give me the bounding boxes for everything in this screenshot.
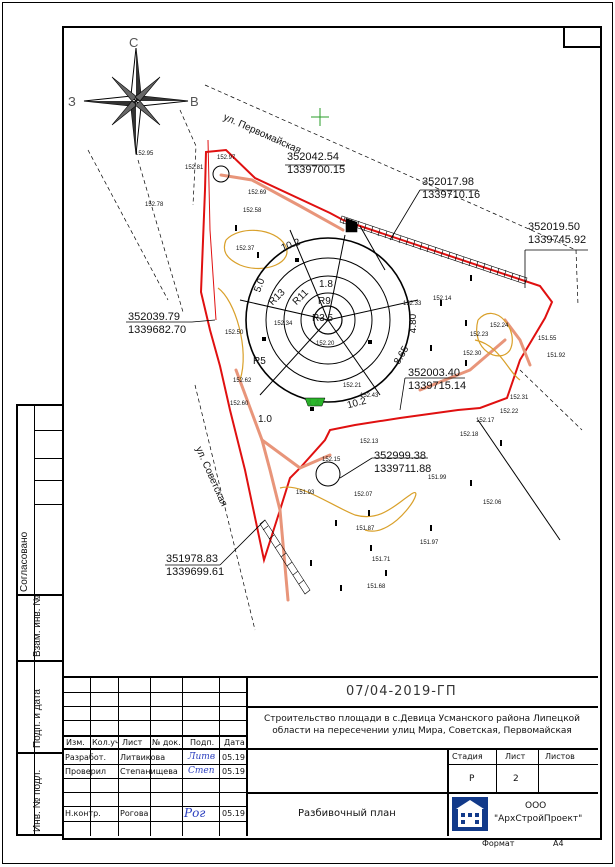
elevation-label: 151.99: [428, 475, 447, 481]
header-kol: Кол.уч: [92, 738, 120, 747]
radius-label: R11: [290, 287, 311, 308]
elevation-label: 152.33: [403, 301, 422, 307]
street-label-pervomayskaya: ул. Первомайская: [221, 112, 303, 157]
elevation-label: 152.62: [233, 378, 252, 384]
elevation-label: 152.23: [470, 332, 489, 338]
dim-label: 10.2: [279, 237, 302, 254]
radius-label: R9: [318, 296, 331, 307]
row-role: Проверил: [65, 767, 107, 776]
elevation-label: 152.24: [490, 323, 509, 329]
row-name: Рогова: [120, 809, 149, 818]
elevation-label: 152.81: [185, 165, 204, 171]
coord-label: [128, 311, 186, 337]
side-label-soglasovano: Согласовано: [19, 531, 30, 592]
compass-east: В: [190, 94, 199, 109]
elevation-label: 152.31: [510, 395, 529, 401]
elevation-label: 151.93: [296, 490, 315, 496]
dim-label: 4.80: [408, 313, 420, 334]
elevation-label: 152.18: [460, 432, 479, 438]
stage-label: Стадия: [452, 752, 483, 761]
elevation-label: 152.21: [343, 383, 362, 389]
elevation-label: 152.14: [433, 296, 452, 302]
sheet-value: 2: [513, 774, 519, 784]
sheets-label: Листов: [545, 752, 575, 761]
elevation-label: 152.06: [483, 500, 502, 506]
compass-north: С: [129, 35, 139, 50]
elevation-label: 152.20: [316, 341, 335, 347]
row-role: Разработ.: [65, 753, 106, 762]
sheet-name: Разбивочный план: [298, 808, 396, 819]
street-label-sovetskaya: ул. Советская: [192, 445, 230, 509]
radius-label: R3.5: [312, 313, 334, 324]
radius-label: R13: [266, 287, 288, 308]
coord-label: [374, 450, 431, 476]
elevation-label: 152.15: [322, 457, 341, 463]
coord-label: [287, 151, 345, 177]
coord-y: 1339715.14: [408, 380, 467, 392]
elevation-label: 152.50: [225, 330, 244, 336]
row-date: 05.19: [222, 767, 245, 776]
crosshair-icon: [311, 108, 329, 126]
dim-label: 1.0: [258, 414, 272, 425]
coord-y: 1339710.16: [422, 189, 481, 201]
elevation-label: 152.43: [360, 393, 379, 399]
sheet-label: Лист: [505, 752, 526, 761]
dim-label: 8.65: [392, 344, 412, 367]
elevation-label: 152.22: [500, 409, 519, 415]
elevation-label: 152.17: [476, 418, 495, 424]
coord-x: 352017.98: [422, 176, 474, 188]
signature: Рог: [184, 806, 206, 820]
side-label-vzam: Взам. инв. №: [32, 595, 43, 657]
elevation-label: 152.69: [248, 190, 267, 196]
compass-rose-icon: [84, 48, 188, 154]
stage-value: Р: [469, 774, 475, 784]
elevation-label: 152.97: [217, 155, 236, 161]
elevation-label: 152.07: [354, 492, 373, 498]
dim-label: 1.8: [319, 279, 333, 290]
dim-label: 5.0: [252, 277, 268, 294]
header-data: Дата: [224, 738, 245, 747]
row-name: Степанищева: [120, 767, 178, 776]
project-title: Строительство площади в с.Девица Усманского района Липецкой области на пересечении улиц Мира, Советская, Первомайская: [264, 714, 580, 736]
coord-label: [408, 367, 466, 393]
elevation-label: 152.30: [463, 351, 482, 357]
header-list: Лист: [122, 738, 143, 747]
signature: Литв: [188, 752, 216, 762]
org-line1: ООО: [525, 801, 547, 811]
elevation-label: 151.68: [367, 584, 386, 590]
row-date: 05.19: [222, 753, 245, 762]
radius-label: R5: [253, 356, 266, 367]
coord-x: 352003.40: [408, 367, 460, 379]
header-ndoc: № док.: [152, 738, 181, 747]
compass-west: З: [68, 94, 76, 109]
coord-y: 1339700.15: [287, 164, 346, 176]
elevation-label: 152.78: [145, 202, 164, 208]
format-value: А4: [553, 839, 564, 848]
org-line2: "АрхСтройПроект": [494, 814, 583, 824]
side-label-inv: Инв. № подл.: [32, 769, 43, 832]
dim-label: 4.4: [307, 398, 320, 408]
header-izm: Изм.: [66, 738, 85, 747]
dim-label: 10.2: [345, 395, 368, 412]
coord-label: [166, 553, 224, 579]
coord-x: 352039.79: [128, 311, 180, 323]
header-podp: Подп.: [190, 738, 215, 747]
elevation-label: 152.58: [243, 208, 262, 214]
elevation-label: 151.71: [372, 557, 391, 563]
elevation-label: 152.95: [135, 151, 154, 157]
elevation-label: 151.87: [356, 526, 375, 532]
coord-x: 351978.83: [166, 553, 218, 565]
document-code: 07/04-2019-ГП: [346, 684, 457, 699]
format-label: Формат: [482, 839, 515, 848]
coord-x: 352999.38: [374, 450, 426, 462]
coord-y: 1339745.92: [528, 234, 587, 246]
coord-label: [422, 176, 480, 202]
elevation-label: 151.55: [538, 336, 557, 342]
coord-y: 1339699.61: [166, 566, 225, 578]
building-logo-icon: [452, 797, 488, 831]
coord-label: [528, 221, 586, 247]
row-name: Литвикова: [120, 753, 166, 762]
row-role: Н.контр.: [65, 809, 101, 818]
elevation-label: 151.97: [420, 540, 439, 546]
coord-y: 1339682.70: [128, 324, 187, 336]
coord-x: 352019.50: [528, 221, 580, 233]
elevation-label: 152.60: [230, 401, 249, 407]
elevation-label: 151.92: [547, 353, 566, 359]
elevation-label: 152.13: [360, 439, 379, 445]
signature: Степ: [188, 766, 215, 776]
row-date: 05.19: [222, 809, 245, 818]
coord-x: 352042.54: [287, 151, 339, 163]
coord-y: 1339711.88: [374, 463, 432, 475]
elevation-label: 152.34: [274, 321, 293, 327]
elevation-label: 152.37: [236, 246, 255, 252]
side-label-podp-data: Подп. и дата: [32, 689, 43, 748]
